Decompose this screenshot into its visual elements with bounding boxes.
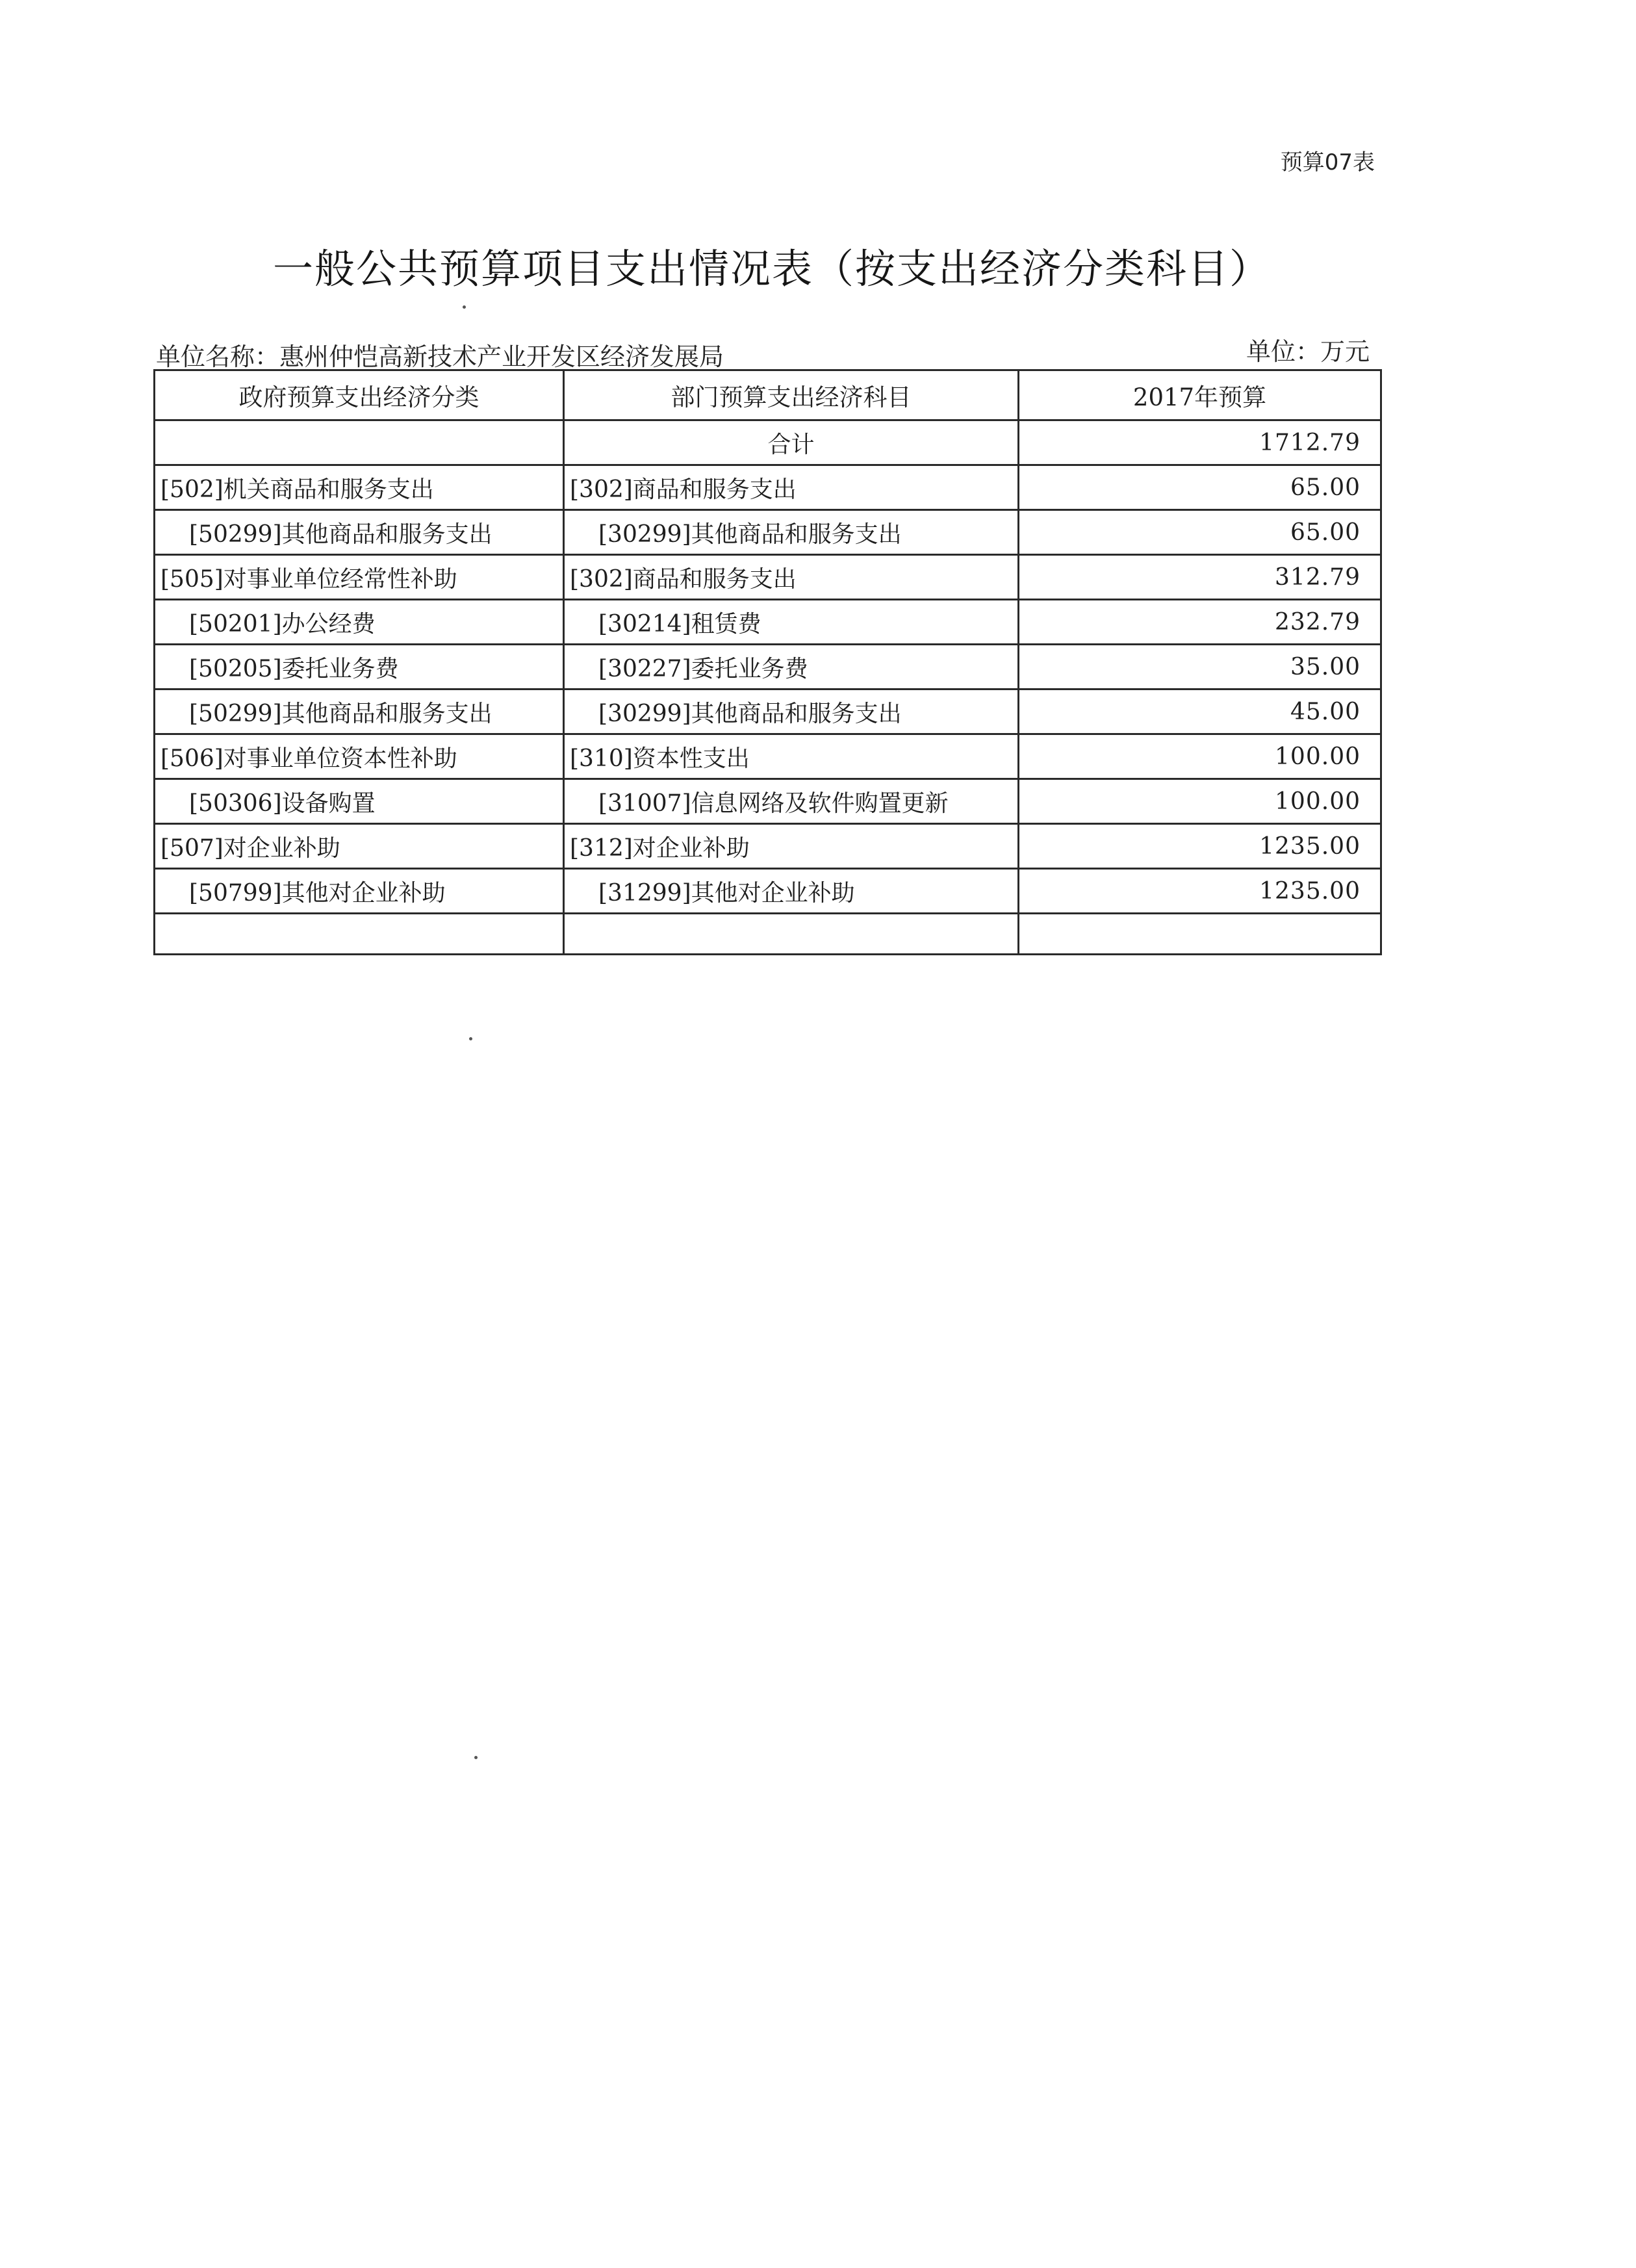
form-number: 预算07表 [1280,149,1375,175]
gov-cell: [50299]其他商品和服务支出 [155,510,564,555]
table-row [155,734,1381,779]
table-row [155,689,1381,734]
table-header-row [155,370,1381,420]
amount-cell: 100.00 [1019,779,1381,824]
dept-cell: [310]资本性支出 [564,734,1019,779]
dept-cell: [30227]委托业务费 [564,645,1019,689]
total-gov-cell [155,420,564,465]
dept-cell: [30299]其他商品和服务支出 [564,510,1019,555]
gov-cell: [50799]其他对企业补助 [155,869,564,914]
scan-speck [474,1756,478,1759]
dept-cell: [30299]其他商品和服务支出 [564,689,1019,734]
gov-cell: [506]对事业单位资本性补助 [155,734,564,779]
total-row [155,420,1381,465]
amount-cell: 35.00 [1019,645,1381,689]
unit-name-label: 单位名称：惠州仲恺高新技术产业开发区经济发展局 [156,342,724,371]
gov-cell: [50299]其他商品和服务支出 [155,689,564,734]
blank-row [155,914,1381,955]
amount-cell: 45.00 [1019,689,1381,734]
page-title: 一般公共预算项目支出情况表（按支出经济分类科目） [273,244,1272,292]
unit-money-label: 单位：万元 [1246,337,1370,366]
total-amount: 1712.79 [1019,420,1381,465]
table-row [155,465,1381,510]
dept-cell: [31007]信息网络及软件购置更新 [564,779,1019,824]
gov-cell: [50205]委托业务费 [155,645,564,689]
dept-cell: [302]商品和服务支出 [564,465,1019,510]
table-row [155,600,1381,645]
gov-cell: [502]机关商品和服务支出 [155,465,564,510]
amount-cell: 232.79 [1019,600,1381,645]
amount-cell: 65.00 [1019,465,1381,510]
gov-cell: [505]对事业单位经常性补助 [155,555,564,600]
dept-cell: [302]商品和服务支出 [564,555,1019,600]
header-budget-2017: 2017年预算 [1019,370,1381,420]
table-row [155,869,1381,914]
table-row [155,555,1381,600]
table-row [155,779,1381,824]
gov-cell: [50306]设备购置 [155,779,564,824]
budget-table [153,369,1382,955]
amount-cell: 65.00 [1019,510,1381,555]
blank-cell [564,914,1019,955]
scan-speck [469,1037,472,1040]
amount-cell: 100.00 [1019,734,1381,779]
blank-cell [155,914,564,955]
amount-cell: 1235.00 [1019,869,1381,914]
amount-cell: 312.79 [1019,555,1381,600]
gov-cell: [50201]办公经费 [155,600,564,645]
dept-cell: [30214]租赁费 [564,600,1019,645]
dept-cell: [312]对企业补助 [564,824,1019,869]
amount-cell: 1235.00 [1019,824,1381,869]
header-gov-classification: 政府预算支出经济分类 [155,370,564,420]
header-dept-subject: 部门预算支出经济科目 [564,370,1019,420]
total-label: 合计 [564,420,1019,465]
dept-cell: [31299]其他对企业补助 [564,869,1019,914]
scan-speck [463,305,466,309]
table-row [155,510,1381,555]
blank-cell [1019,914,1381,955]
table-row [155,824,1381,869]
gov-cell: [507]对企业补助 [155,824,564,869]
table-row [155,645,1381,689]
